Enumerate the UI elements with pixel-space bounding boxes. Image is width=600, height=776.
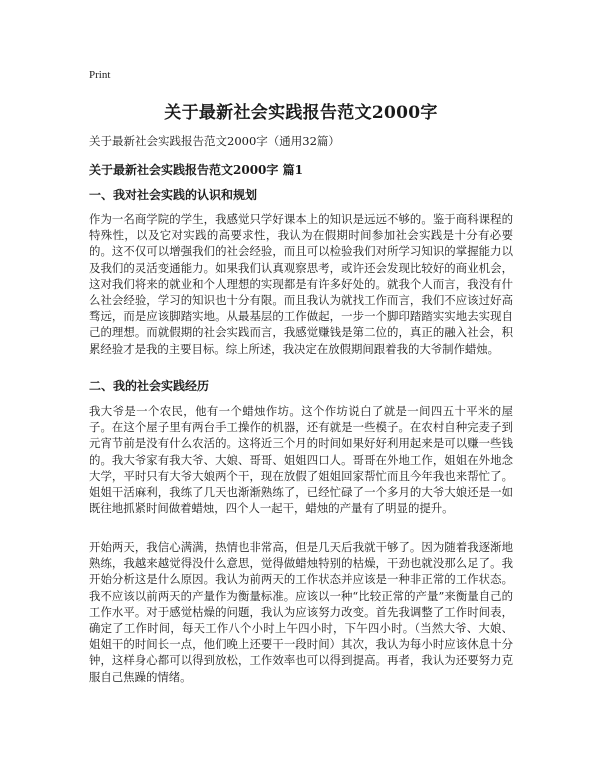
article-heading: 关于最新社会实践报告范文2000字 篇1 bbox=[89, 163, 303, 177]
section-heading-1: 一、我对社会实践的认识和规划 bbox=[89, 188, 258, 202]
section-2-paragraph-1: 我大爷是一个农民，他有一个蜡烛作坊。这个作坊说白了就是一间四五十平米的屋子。在这个屋子里有两台手工操作的机器，还有就是一些模子。在农村自种完麦子到元宵节前是没有什么农活的。这将近三个月的时间如果好好利用起来是可以赚一些钱的。我大爷家有我大爷、大娘、哥哥、姐姐四口人。哥哥在外地工作，姐姐在外地念大学，平时只有大爷大娘两个干，现在放假了姐姐回家帮忙而且今年我也来帮忙了。姐姐干活麻利，我练了几天也渐渐熟练了，已经忙碌了一个多月的大爷大娘还是一如既往地抓紧时间做着蜡烛，四个人一起干，蜡烛的产量有了明显的提升。 bbox=[89, 404, 513, 516]
print-link[interactable]: Print bbox=[89, 69, 111, 81]
section-2-paragraph-2: 开始两天，我信心满满，热情也非常高，但是几天后我就干够了。因为随着我逐渐地熟练，我越来越觉得没什么意思，觉得做蜡烛特别的枯燥，干劲也就没那么足了。我开始分析这是什么原因。我认为前两天的工作状态并应该是一种非正常的工作状态。我不应该以前两天的产量作为衡量标准。应该以一种“比较正常的产量”来衡量自己的工作水平。对于感觉枯燥的问题，我认为应该努力改变。首先我调整了工作时间表，确定了工作时间，每天工作八个小时上午四小时，下午四小时。（当然大爷、大娘、姐姐干的时间长一点，他们晚上还要干一段时间）其次，我认为每小时应该休息十分钟，这样身心都可以得到放松，工作效率也可以得到提高。再者，我认为还要努力克服自己焦躁的情绪。 bbox=[89, 540, 513, 684]
section-heading-2: 二、我的社会实践经历 bbox=[89, 379, 210, 393]
section-1-paragraph-1: 作为一名商学院的学生，我感觉只学好课本上的知识是远远不够的。鉴于商科课程的特殊性，以及它对实践的高要求性，我认为在假期时间参加社会实践是十分有必要的。这不仅可以增强我们的社会经验，而且可以检验我们对所学习知识的掌握能力以及我们的灵活变通能力。如果我们认真观察思考，或许还会发现比较好的商业机会，这对我们将来的就业和个人理想的实现都是有许多好处的。就我个人而言，我没有什么社会经验，学习的知识也十分有限。而且我认为就找工作而言，我们不应该过好高骛远，而是应该脚踏实地。从最基层的工作做起，一步一个脚印踏踏实实地去实现自己的理想。而就假期的社会实践而言，我感觉赚钱是第二位的，真正的融入社会，积累经验才是我的主要目标。综上所述，我决定在放假期间跟着我的大爷制作蜡烛。 bbox=[89, 212, 513, 356]
page-title: 关于最新社会实践报告范文2000字 bbox=[164, 103, 438, 123]
document-subtitle: 关于最新社会实践报告范文2000字（通用32篇） bbox=[89, 134, 340, 148]
